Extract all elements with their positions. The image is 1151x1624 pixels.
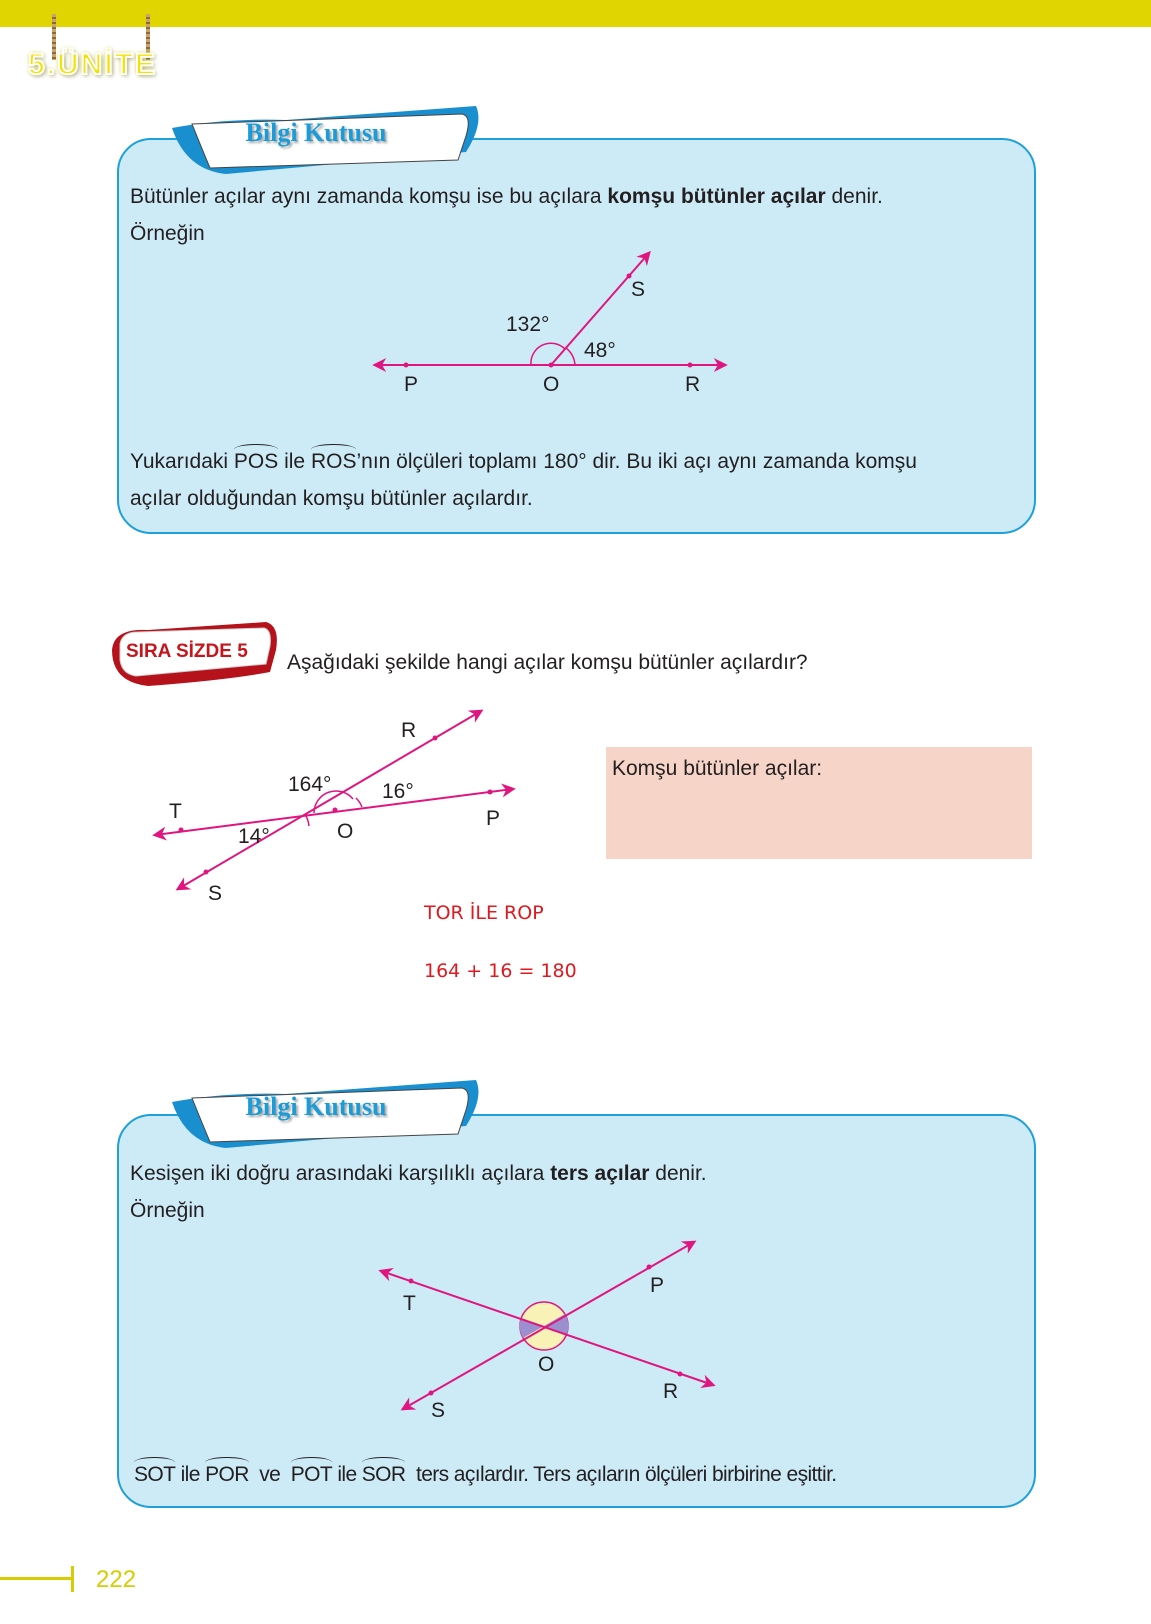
exercise-angle-diagram (0, 680, 600, 920)
definition-text: Kesişen iki doğru arasındaki karşılıklı açılara ters açılar denir. (130, 1162, 707, 1185)
point-s (429, 1391, 434, 1396)
example-label: Örneğin (130, 222, 205, 245)
angle-label-tor: 164° (288, 773, 332, 796)
info-box-title-tab (166, 1078, 484, 1150)
label-r: R (401, 719, 417, 742)
label-s: S (208, 882, 223, 905)
point-p (404, 363, 409, 368)
angle-ros-notation: ROS (310, 450, 357, 473)
label-o: O (337, 820, 354, 843)
point-t (179, 828, 184, 833)
unit-badge-label: 5.ÜNİTE (28, 48, 158, 81)
point-t (409, 1279, 414, 1284)
info-box-title: Bilgi Kutusu (245, 1092, 387, 1121)
footer-tick (71, 1566, 74, 1592)
label-s: S (631, 278, 646, 301)
point-p (647, 1265, 652, 1270)
definition-text: Bütünler açılar aynı zamanda komşu ise bu açılara komşu bütünler açılar denir. (130, 185, 883, 208)
exercise-badge (108, 620, 278, 686)
angle-label-ros: 48° (584, 339, 616, 362)
point-p (488, 790, 493, 795)
page-number: 222 (96, 1566, 137, 1593)
explanation-paragraph-line2: açılar olduğundan komşu bütünler açılardır. (130, 487, 533, 510)
angle-arc-rop (356, 798, 362, 807)
angle-arc-ros (566, 348, 575, 365)
label-p: P (486, 807, 501, 830)
label-p: P (650, 1274, 665, 1297)
point-s (204, 870, 209, 875)
label-o: O (543, 373, 560, 396)
handwritten-answer: TOR İLE ROP (424, 902, 544, 924)
point-r (433, 736, 438, 741)
handwritten-sum: 164 + 16 = 180 (424, 960, 577, 982)
label-s: S (431, 1399, 446, 1422)
answer-box-label: Komşu bütünler açılar: (612, 757, 823, 780)
angle-sor-notation: SOR (361, 1463, 406, 1486)
angle-pot-notation: POT (290, 1463, 333, 1486)
label-r: R (663, 1380, 679, 1403)
exercise-badge-label: SIRA SİZDE 5 (126, 641, 248, 662)
vertical-angles-statement: SOT ile POR ve POT ile SOR ters açılardır. Ters açıların ölçüleri birbirine eşittir. (134, 1463, 837, 1486)
angle-por-notation: POR (205, 1463, 249, 1486)
angle-pos-notation: POS (233, 450, 279, 473)
example-label: Örneğin (130, 1199, 205, 1222)
point-o (549, 363, 554, 368)
explanation-paragraph: Yukarıdaki POS ile ROS’nın ölçüleri toplamı 180° dir. Bu iki açı aynı zamanda komşu (130, 450, 917, 473)
angle-label-pos: 132° (506, 313, 550, 336)
label-t: T (403, 1292, 416, 1315)
adjacent-angles-diagram (0, 0, 1151, 560)
angle-sot-notation: SOT (134, 1463, 176, 1486)
label-t: T (169, 800, 182, 823)
answer-box[interactable] (606, 747, 1032, 859)
point-r (688, 363, 693, 368)
angle-label-rop: 16° (382, 780, 414, 803)
angle-label-tos: 14° (238, 825, 270, 848)
label-p: P (404, 373, 419, 396)
point-r (678, 1372, 683, 1377)
info-box-title: Bilgi Kutusu (245, 118, 387, 147)
footer-rule (0, 1577, 73, 1580)
vertical-angles-diagram (0, 1230, 1151, 1430)
exercise-question: Aşağıdaki şekilde hangi açılar komşu bütünler açılardır? (287, 651, 808, 674)
label-o: O (538, 1353, 555, 1376)
point-o (333, 808, 338, 813)
label-r: R (685, 373, 701, 396)
